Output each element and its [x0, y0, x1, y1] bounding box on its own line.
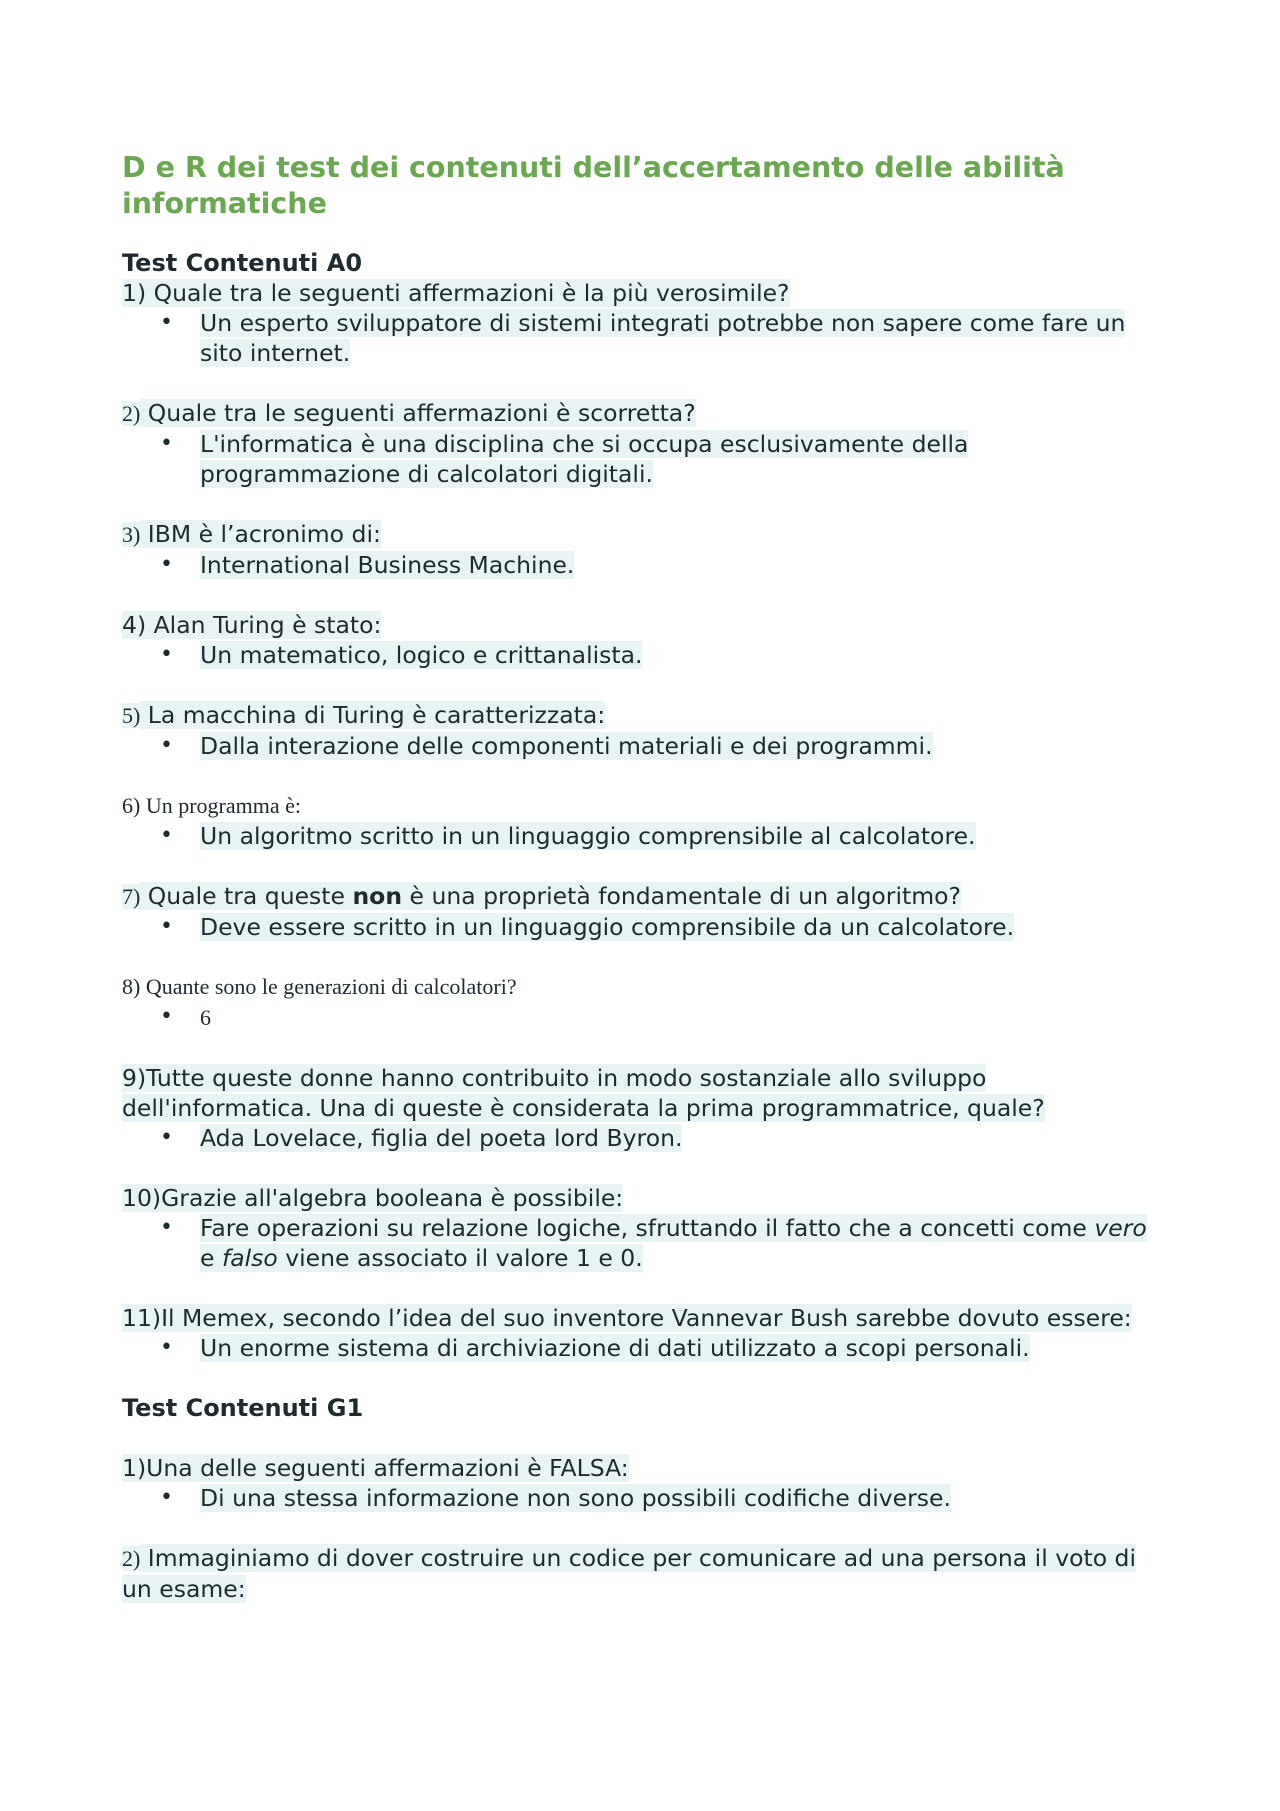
- answer-item: [122, 1002, 1162, 1033]
- answer-list: [122, 1333, 1162, 1363]
- question-number: 6): [122, 793, 141, 818]
- bullet-icon: •: [160, 1125, 173, 1150]
- question-body: Quante sono le generazioni di calcolatori?: [140, 974, 517, 999]
- answer-item: [122, 1213, 1162, 1273]
- answer-list: [122, 1123, 1162, 1153]
- question-number: 9): [122, 1064, 147, 1092]
- question-text: [122, 1453, 1162, 1483]
- question-emphasis: non: [352, 882, 403, 910]
- answer-item: [122, 1123, 1162, 1153]
- question-body: Tutte queste donne hanno contribuito in modo sostanziale allo sviluppo dell'informatica. Una di queste è considerata la prima programmatrice, quale?: [122, 1064, 1045, 1122]
- bullet-icon: •: [160, 914, 173, 939]
- question-number: 5): [122, 703, 141, 728]
- question-text: [122, 519, 1162, 550]
- answer-list: [122, 912, 1162, 942]
- answer-list: [122, 731, 1162, 761]
- question-number: 2): [122, 401, 141, 426]
- answer-item: [122, 550, 1162, 580]
- question-body: Grazie all'algebra booleana è possibile:: [161, 1184, 624, 1212]
- bullet-icon: •: [160, 1485, 173, 1510]
- question-text: [122, 700, 1162, 731]
- question-body: Immaginiamo di dover costruire un codice per comunicare ad una persona il voto di un esame:: [122, 1544, 1136, 1603]
- question-text: [122, 972, 1162, 1002]
- answer-text: Ada Lovelace, figlia del poeta lord Byron.: [200, 1124, 683, 1152]
- document-title: D e R dei test dei contenuti dell’accertamento delle abilità informatiche: [122, 151, 1065, 220]
- bullet-icon: •: [160, 431, 173, 456]
- question-text: [122, 279, 790, 307]
- question-body: Alan Turing è stato:: [146, 611, 382, 639]
- answer-item: [122, 429, 1162, 489]
- question-block: [122, 398, 1162, 489]
- question-body: Quale tra queste: [140, 882, 353, 910]
- question-number: 1): [122, 1454, 147, 1482]
- answer-item: [122, 1333, 1162, 1363]
- question-number: 10): [122, 1184, 162, 1212]
- answer-text: International Business Machine.: [200, 551, 575, 579]
- answer-list: [122, 821, 1162, 851]
- question-body: Il Memex, secondo l’idea del suo inventore Vannevar Bush sarebbe dovuto essere:: [161, 1304, 1132, 1332]
- question-text: [122, 791, 1162, 821]
- question-body: Un programma è:: [140, 793, 301, 818]
- bullet-icon: •: [160, 733, 173, 758]
- question-body: Una delle seguenti affermazioni è FALSA:: [146, 1454, 629, 1482]
- answer-text: e: [200, 1244, 222, 1272]
- bullet-icon: •: [160, 1335, 173, 1360]
- bullet-icon: •: [160, 1004, 173, 1029]
- answer-text: Dalla interazione delle componenti materiali e dei programmi.: [200, 732, 933, 760]
- answer-list: [122, 308, 1162, 368]
- answer-text: Un enorme sistema di archiviazione di dati utilizzato a scopi personali.: [200, 1334, 1030, 1362]
- answer-text: Un algoritmo scritto in un linguaggio comprensibile al calcolatore.: [200, 822, 976, 850]
- answer-list: [122, 1213, 1162, 1273]
- answer-item: [122, 308, 1162, 368]
- question-text: [122, 1303, 1162, 1333]
- question-text: [122, 1063, 1162, 1123]
- question-body: La macchina di Turing è caratterizzata:: [140, 701, 606, 729]
- question-block: [122, 1183, 1162, 1273]
- question-block: [122, 278, 1162, 368]
- question-block: [122, 1543, 1162, 1604]
- answer-text: L'informatica è una disciplina che si occupa esclusivamente della programmazione di calcolatori digitali.: [200, 430, 969, 488]
- answer-list: [122, 1002, 1162, 1033]
- question-text: [122, 1543, 1162, 1604]
- answer-item: [122, 912, 1162, 942]
- answer-text: Un matematico, logico e crittanalista.: [200, 641, 643, 669]
- question-body: IBM è l’acronimo di:: [140, 520, 381, 548]
- question-block: [122, 1063, 1162, 1153]
- answer-italic: vero: [1094, 1214, 1147, 1242]
- answer-list: [122, 1483, 1162, 1513]
- question-block: [122, 700, 1162, 761]
- question-text: [122, 398, 1162, 429]
- question-text: [122, 1183, 1162, 1213]
- answer-text: Deve essere scritto in un linguaggio comprensibile da un calcolatore.: [200, 913, 1015, 941]
- question-body: Quale tra le seguenti affermazioni è la più verosimile?: [146, 279, 790, 307]
- question-block: [122, 1303, 1162, 1363]
- question-block: [122, 972, 1162, 1033]
- answer-item: [122, 821, 1162, 851]
- bullet-icon: •: [160, 1215, 173, 1240]
- answer-text: viene associato il valore 1 e 0.: [277, 1244, 643, 1272]
- question-body: è una proprietà fondamentale di un algoritmo?: [402, 882, 961, 910]
- question-number: 1): [122, 279, 147, 307]
- bullet-icon: •: [160, 310, 173, 335]
- question-text: [122, 881, 1162, 912]
- answer-text: Di una stessa informazione non sono possibili codifiche diverse.: [200, 1484, 951, 1512]
- question-block: [122, 519, 1162, 580]
- answer-list: [122, 429, 1162, 489]
- document-content: [122, 150, 1162, 1604]
- answer-text: 6: [200, 1005, 211, 1030]
- section-heading-a0: Test Contenuti A0: [122, 249, 363, 277]
- question-number: 2): [122, 1546, 141, 1571]
- question-number: 3): [122, 522, 141, 547]
- question-block: [122, 610, 1162, 670]
- question-number: 4): [122, 611, 147, 639]
- question-number: 8): [122, 974, 141, 999]
- question-block: [122, 1453, 1162, 1513]
- question-block: [122, 881, 1162, 942]
- question-body: Quale tra le seguenti affermazioni è scorretta?: [140, 399, 696, 427]
- question-number: 11): [122, 1304, 162, 1332]
- question-number: 7): [122, 884, 141, 909]
- bullet-icon: •: [160, 642, 173, 667]
- answer-item: [122, 1483, 1162, 1513]
- question-block: [122, 791, 1162, 851]
- section-heading-g1: Test Contenuti G1: [122, 1394, 364, 1422]
- question-text: [122, 610, 1162, 640]
- answer-item: [122, 731, 1162, 761]
- answer-text: Fare operazioni su relazione logiche, sfruttando il fatto che a concetti come: [200, 1214, 1095, 1242]
- answer-italic: falso: [221, 1244, 278, 1272]
- answer-list: [122, 550, 1162, 580]
- answer-item: [122, 640, 1162, 670]
- bullet-icon: •: [160, 552, 173, 577]
- answer-list: [122, 640, 1162, 670]
- bullet-icon: •: [160, 823, 173, 848]
- answer-text: Un esperto sviluppatore di sistemi integrati potrebbe non sapere come fare un sito internet.: [200, 309, 1126, 367]
